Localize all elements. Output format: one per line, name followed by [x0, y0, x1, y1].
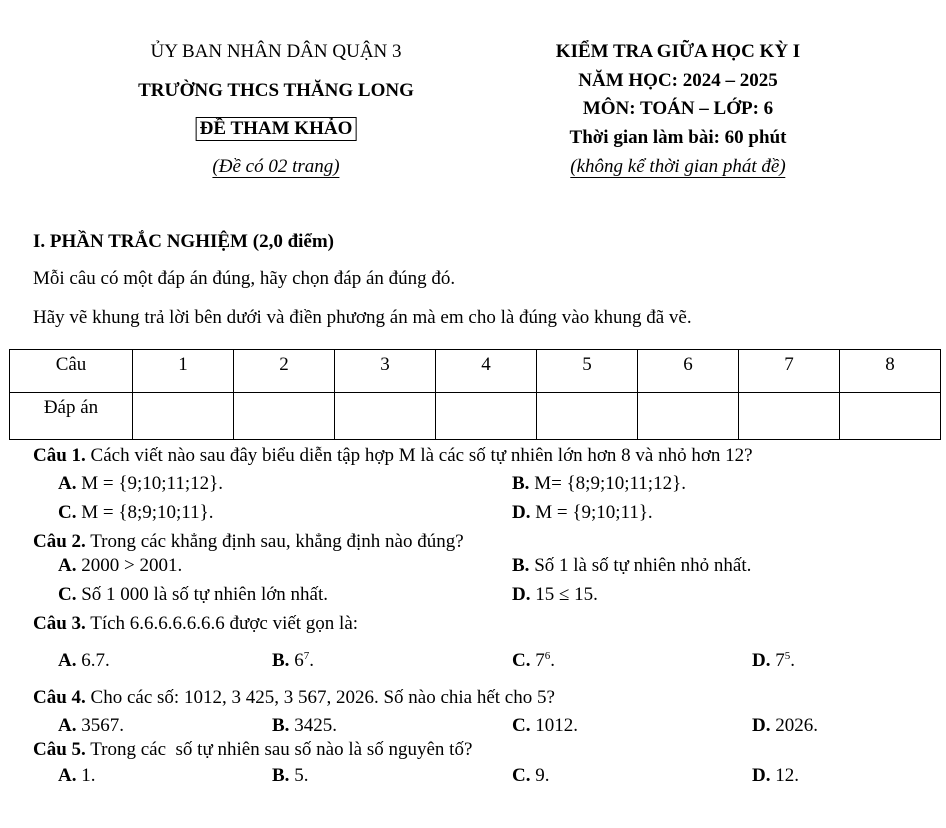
option-2d: D. 15 ≤ 15. — [512, 584, 598, 605]
question-number-cell: 6 — [638, 350, 739, 393]
answer-cell — [234, 393, 335, 440]
option-4b: B. 3425. — [272, 715, 337, 736]
answer-cell — [436, 393, 537, 440]
question-4 — [33, 688, 555, 707]
pages-note: (Đề có 02 trang) — [212, 156, 340, 177]
answer-table — [9, 349, 941, 440]
question-text: Cách viết nào sau đây biểu diễn tập hợp M là các số tự nhiên lớn hơn 8 và nhỏ hơn 12? — [90, 445, 753, 466]
option-4a: A. 3567. — [58, 715, 124, 736]
option-3c: C. $7^6$. — [512, 650, 555, 671]
answer-cell — [739, 393, 840, 440]
instruction-2: Hãy vẽ khung trả lời bên dưới và điền phương án mà em cho là đúng vào khung đã vẽ. — [33, 307, 692, 328]
question-number-cell: 4 — [436, 350, 537, 393]
question-number-cell: 2 — [234, 350, 335, 393]
question-5 — [33, 740, 472, 759]
option-5b: B. 5. — [272, 765, 309, 786]
question-label: Câu 1. — [33, 445, 86, 466]
question-text: Tích 6.6.6.6.6.6.6 được viết gọn là: — [90, 613, 359, 634]
option-5a: A. 1. — [58, 765, 96, 786]
school-name: TRƯỜNG THCS THĂNG LONG — [138, 80, 414, 101]
question-number-cell: 7 — [739, 350, 840, 393]
option-3d: D. $7^5$. — [752, 650, 795, 671]
question-3 — [33, 614, 358, 633]
subject-line: MÔN: TOÁN – LỚP: 6 — [582, 98, 774, 119]
question-label: Câu 3. — [33, 613, 86, 634]
question-number-cell: 1 — [133, 350, 234, 393]
table-header-dap-an: Đáp án — [10, 393, 133, 440]
answer-cell — [335, 393, 436, 440]
question-text: Cho các số: 1012, 3 425, 3 567, 2026. Số nào chia hết cho 5? — [90, 687, 555, 708]
question-number-cell: 3 — [335, 350, 436, 393]
option-1a: A. M = {9;10;11;12}. — [58, 473, 223, 494]
option-5d: D. 12. — [752, 765, 799, 786]
question-label: Câu 4. — [33, 687, 86, 708]
section-title: I. PHẦN TRẮC NGHIỆM (2,0 điểm) — [33, 231, 335, 252]
table-row-questions — [10, 350, 941, 393]
exam-title: KIỂM TRA GIỮA HỌC KỲ I — [555, 41, 801, 62]
option-2a: A. 2000 > 2001. — [58, 555, 183, 576]
option-1d: D. M = {9;10;11}. — [512, 502, 653, 523]
school-year: NĂM HỌC: 2024 – 2025 — [578, 70, 778, 91]
question-label: Câu 5. — [33, 739, 86, 760]
option-1b: B. M= {8;9;10;11;12}. — [512, 473, 686, 494]
option-2c: C. Số 1 000 là số tự nhiên lớn nhất. — [58, 584, 328, 605]
table-row-answers — [10, 393, 941, 440]
question-number-cell: 5 — [537, 350, 638, 393]
question-text: Trong các khẳng định sau, khẳng định nào đúng? — [90, 531, 464, 552]
answer-cell — [133, 393, 234, 440]
answer-cell — [840, 393, 941, 440]
question-number-cell: 8 — [840, 350, 941, 393]
instruction-1: Mỗi câu có một đáp án đúng, hãy chọn đáp án đúng đó. — [33, 268, 456, 289]
option-1c: C. M = {8;9;10;11}. — [58, 502, 214, 523]
answer-cell — [638, 393, 739, 440]
authority-name: ỦY BAN NHÂN DÂN QUẬN 3 — [150, 41, 402, 62]
question-text: Trong các số tự nhiên sau số nào là số nguyên tố? — [90, 739, 473, 760]
question-label: Câu 2. — [33, 531, 86, 552]
duration-line: Thời gian làm bài: 60 phút — [569, 127, 787, 148]
option-3a: A. 6.7. — [58, 650, 110, 671]
duration-note: (không kể thời gian phát đề) — [570, 156, 786, 177]
question-1 — [33, 446, 753, 465]
option-3b: B. $6^7$. — [272, 650, 314, 671]
answer-cell — [537, 393, 638, 440]
option-5c: C. 9. — [512, 765, 550, 786]
doc-type-label: ĐỀ THAM KHẢO — [196, 117, 357, 141]
option-4d: D. 2026. — [752, 715, 818, 736]
option-2b: B. Số 1 là số tự nhiên nhỏ nhất. — [512, 555, 752, 576]
question-2 — [33, 532, 464, 551]
table-header-cau: Câu — [10, 350, 133, 393]
option-4c: C. 1012. — [512, 715, 578, 736]
